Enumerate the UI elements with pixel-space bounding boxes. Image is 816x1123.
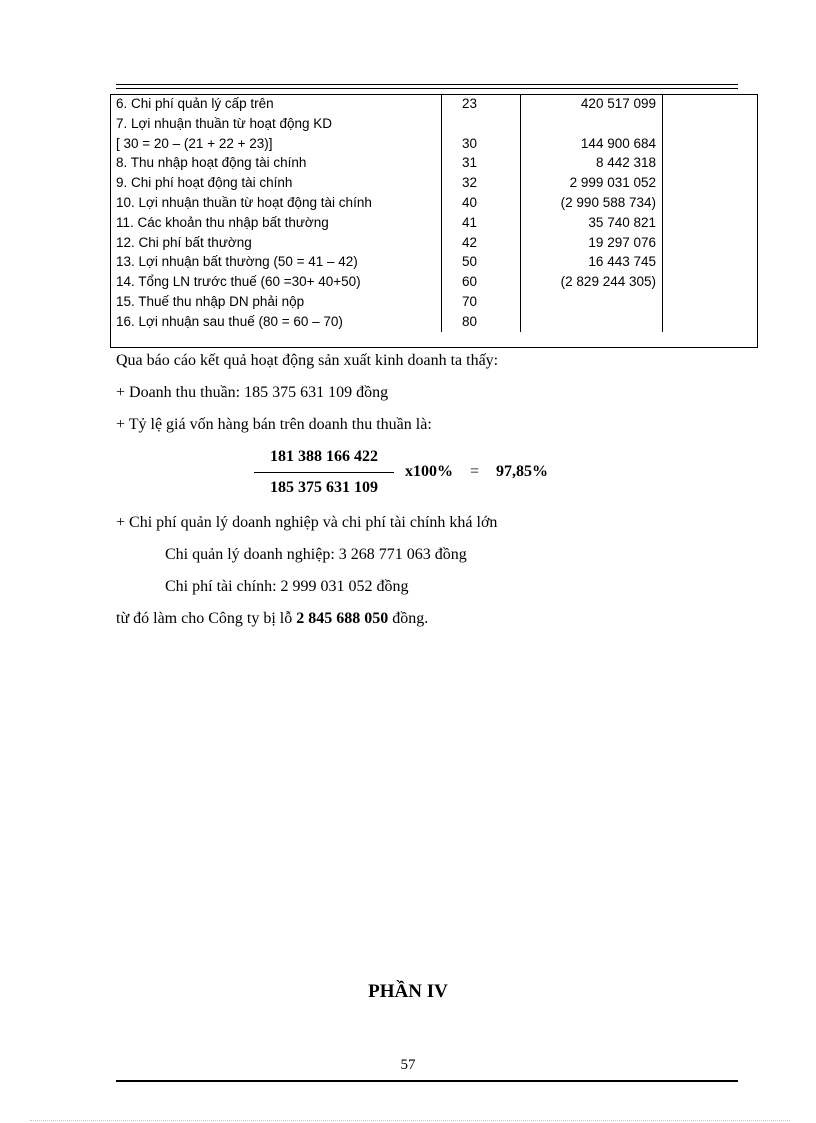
row-note-cell xyxy=(663,193,759,213)
row-value: (2 829 244 305) xyxy=(560,274,656,290)
row-code-cell xyxy=(442,272,521,292)
row-value: 16 443 745 xyxy=(588,254,656,270)
header-rule xyxy=(116,84,738,85)
row-code: 23 xyxy=(462,96,478,111)
row-label: 11. Các khoản thu nhập bất thường xyxy=(116,214,329,230)
row-value: 2 999 031 052 xyxy=(569,175,656,191)
row-code: 70 xyxy=(462,293,478,309)
row-code: 41 xyxy=(462,214,478,230)
fraction-bar xyxy=(254,472,394,473)
table-row xyxy=(110,213,758,233)
row-value-cell xyxy=(521,312,663,332)
row-label-cell xyxy=(110,233,442,253)
fin-cost-text: Chi phí tài chính: 2 999 031 052 đồng xyxy=(165,578,409,595)
row-code: 60 xyxy=(462,274,478,290)
row-note-cell xyxy=(663,312,759,332)
section-title: PHẦN IV xyxy=(368,981,448,1002)
header-rule-thin xyxy=(116,88,738,89)
mgmt-cost-text: Chi quản lý doanh nghiệp: 3 268 771 063 đồng xyxy=(165,546,467,563)
ratio-intro-text: + Tỷ lệ giá vốn hàng bán trên doanh thu thuần là: xyxy=(116,416,432,433)
row-label: [ 30 = 20 – (21 + 22 + 23)] xyxy=(116,135,273,151)
row-label: 8. Thu nhập hoạt động tài chính xyxy=(116,155,307,171)
revenue-text: + Doanh thu thuần: 185 375 631 109 đồng xyxy=(116,384,389,401)
row-value: 144 900 684 xyxy=(580,135,656,151)
row-label: 16. Lợi nhuận sau thuế (80 = 60 – 70) xyxy=(116,313,343,329)
fraction-equals: = xyxy=(470,463,480,480)
row-value-cell xyxy=(521,252,663,272)
fraction-denominator: 185 375 631 109 xyxy=(270,479,378,496)
table-row xyxy=(110,312,758,332)
row-note-cell xyxy=(663,153,759,173)
table-row xyxy=(110,292,758,312)
row-label-cell xyxy=(110,252,442,272)
income-statement-table xyxy=(110,94,758,332)
row-value: (2 990 588 734) xyxy=(560,194,656,210)
row-label: 13. Lợi nhuận bất thường (50 = 41 – 42) xyxy=(116,254,358,270)
footer-rule xyxy=(116,1080,738,1082)
row-code: 40 xyxy=(462,194,478,210)
row-code xyxy=(462,114,520,134)
row-code: 42 xyxy=(462,234,478,250)
loss-suffix: đồng. xyxy=(388,610,429,627)
loss-prefix: từ đó làm cho Công ty bị lỗ xyxy=(116,610,297,627)
row-value-cell xyxy=(521,233,663,253)
row-label: 12. Chi phí bất thường xyxy=(116,234,252,250)
loss-amount: 2 845 688 050 xyxy=(296,610,389,627)
table-row xyxy=(110,272,758,292)
row-label-cell xyxy=(110,173,442,193)
row-value-cell xyxy=(521,173,663,193)
row-code-cell xyxy=(442,193,521,213)
row-label-cell xyxy=(110,193,442,213)
costs-text: + Chi phí quản lý doanh nghiệp và chi phí tài chính khá lớn xyxy=(116,514,498,531)
table-row xyxy=(110,233,758,253)
row-code-cell xyxy=(442,252,521,272)
table-row xyxy=(110,114,758,154)
row-label-cell xyxy=(110,114,442,154)
row-code: 32 xyxy=(462,175,478,191)
row-code-cell xyxy=(442,94,521,114)
fraction-multiplier: x100% xyxy=(405,463,453,480)
row-value-cell xyxy=(521,114,663,154)
row-label-cell xyxy=(110,272,442,292)
row-note-cell xyxy=(663,252,759,272)
page-number: 57 xyxy=(400,1057,416,1073)
row-label-cell xyxy=(110,94,442,114)
table-row xyxy=(110,94,758,114)
row-value xyxy=(521,312,656,332)
row-code-cell xyxy=(442,312,521,332)
row-code-cell xyxy=(442,153,521,173)
table-row xyxy=(110,193,758,213)
table-row xyxy=(110,252,758,272)
row-code-cell xyxy=(442,114,521,154)
row-label-cell xyxy=(110,292,442,312)
row-label: 7. Lợi nhuận thuần từ hoạt động KD xyxy=(116,115,333,131)
row-label: 9. Chi phí hoạt động tài chính xyxy=(116,175,293,191)
row-value-cell xyxy=(521,272,663,292)
row-value-cell xyxy=(521,153,663,173)
row-code-cell xyxy=(442,213,521,233)
row-code: 30 xyxy=(462,135,478,151)
row-value-cell xyxy=(521,94,663,114)
row-label: 15. Thuế thu nhập DN phải nộp xyxy=(116,293,305,309)
row-note-cell xyxy=(663,173,759,193)
row-label: 10. Lợi nhuận thuần từ hoạt động tài chính xyxy=(116,194,372,210)
row-label-cell xyxy=(110,312,442,332)
intro-text: Qua báo cáo kết quả hoạt động sản xuất kinh doanh ta thấy: xyxy=(116,352,499,369)
row-value-cell xyxy=(521,213,663,233)
page-edge-dotted-line xyxy=(30,1120,790,1121)
row-note-cell xyxy=(663,114,759,154)
row-value: 420 517 099 xyxy=(580,96,656,111)
row-note-cell xyxy=(663,292,759,312)
row-note-cell xyxy=(663,94,759,114)
row-note-cell xyxy=(663,233,759,253)
row-label-cell xyxy=(110,213,442,233)
loss-text xyxy=(116,610,428,628)
row-code: 80 xyxy=(462,313,478,329)
table-row xyxy=(110,153,758,173)
row-value xyxy=(521,114,656,134)
fraction-result: 97,85% xyxy=(496,463,548,480)
row-code-cell xyxy=(442,292,521,312)
row-code-cell xyxy=(442,173,521,193)
row-label: 6. Chi phí quản lý cấp trên xyxy=(116,96,274,111)
row-value: 35 740 821 xyxy=(588,214,656,230)
table-row xyxy=(110,173,758,193)
row-note-cell xyxy=(663,272,759,292)
row-label-cell xyxy=(110,153,442,173)
row-code: 31 xyxy=(462,155,478,171)
row-note-cell xyxy=(663,213,759,233)
row-label: 14. Tổng LN trước thuế (60 =30+ 40+50) xyxy=(116,274,361,290)
row-code: 50 xyxy=(462,254,478,270)
row-code-cell xyxy=(442,233,521,253)
row-value: 19 297 076 xyxy=(588,234,656,250)
fraction-numerator: 181 388 166 422 xyxy=(270,448,378,465)
row-value: 8 442 318 xyxy=(595,155,656,171)
ratio-fraction xyxy=(254,448,394,497)
row-value xyxy=(521,292,656,312)
row-value-cell xyxy=(521,292,663,312)
row-value-cell xyxy=(521,193,663,213)
